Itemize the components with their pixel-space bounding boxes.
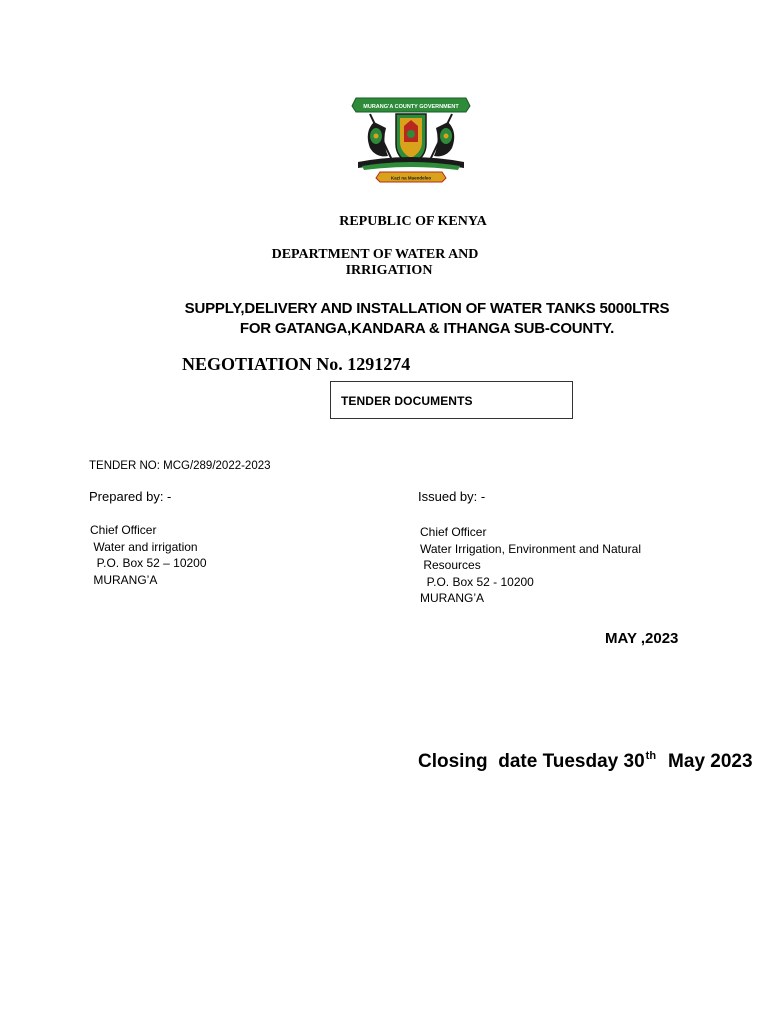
issued-address-line: Chief Officer	[420, 525, 487, 539]
document-title-line2: FOR GATANGA,KANDARA & ITHANGA SUB-COUNTY.	[239, 320, 615, 337]
closing-date-prefix: Closing date Tuesday 30	[418, 751, 645, 772]
tender-number: TENDER NO: MCG/289/2022-2023	[89, 460, 271, 472]
logo-motto-text: Kazi na Maendeleo	[390, 175, 432, 181]
closing-date-ordinal: th	[645, 750, 657, 762]
negotiation-number: NEGOTIATION No. 1291274	[182, 354, 411, 374]
prepared-address-line: Chief Officer	[90, 523, 157, 537]
issued-address-line: P.O. Box 52 - 10200	[420, 574, 534, 589]
issued-by-address	[420, 524, 641, 607]
republic-heading: REPUBLIC OF KENYA	[339, 214, 487, 229]
issued-address-line: Resources	[420, 558, 481, 572]
department-heading-line2: IRRIGATION	[345, 263, 433, 278]
closing-date-month-year: May 2023	[668, 751, 753, 772]
closing-date	[418, 750, 753, 773]
prepared-address-line: P.O. Box 52 – 10200	[90, 556, 207, 570]
prepared-by-label: Prepared by: -	[89, 489, 172, 504]
issued-address-line: MURANG’A	[420, 591, 485, 605]
prepared-address-line: Water and irrigation	[90, 539, 198, 554]
tender-documents-label: TENDER DOCUMENTS	[341, 394, 473, 408]
prepared-address-line: MURANG’A	[90, 572, 158, 587]
document-date: MAY ,2023	[605, 630, 679, 647]
document-title-line1: SUPPLY,DELIVERY AND INSTALLATION OF WATER TANKS 5000LTRS	[184, 300, 670, 317]
logo-banner-text: MURANG'A COUNTY GOVERNMENT	[363, 104, 459, 110]
department-heading-line1: DEPARTMENT OF WATER AND	[271, 247, 479, 262]
tender-documents-box	[330, 381, 573, 419]
issued-by-label: Issued by: -	[418, 489, 486, 504]
county-logo	[346, 92, 476, 184]
prepared-by-address	[90, 522, 207, 588]
issued-address-line: Water Irrigation, Environment and Natural	[420, 541, 641, 556]
